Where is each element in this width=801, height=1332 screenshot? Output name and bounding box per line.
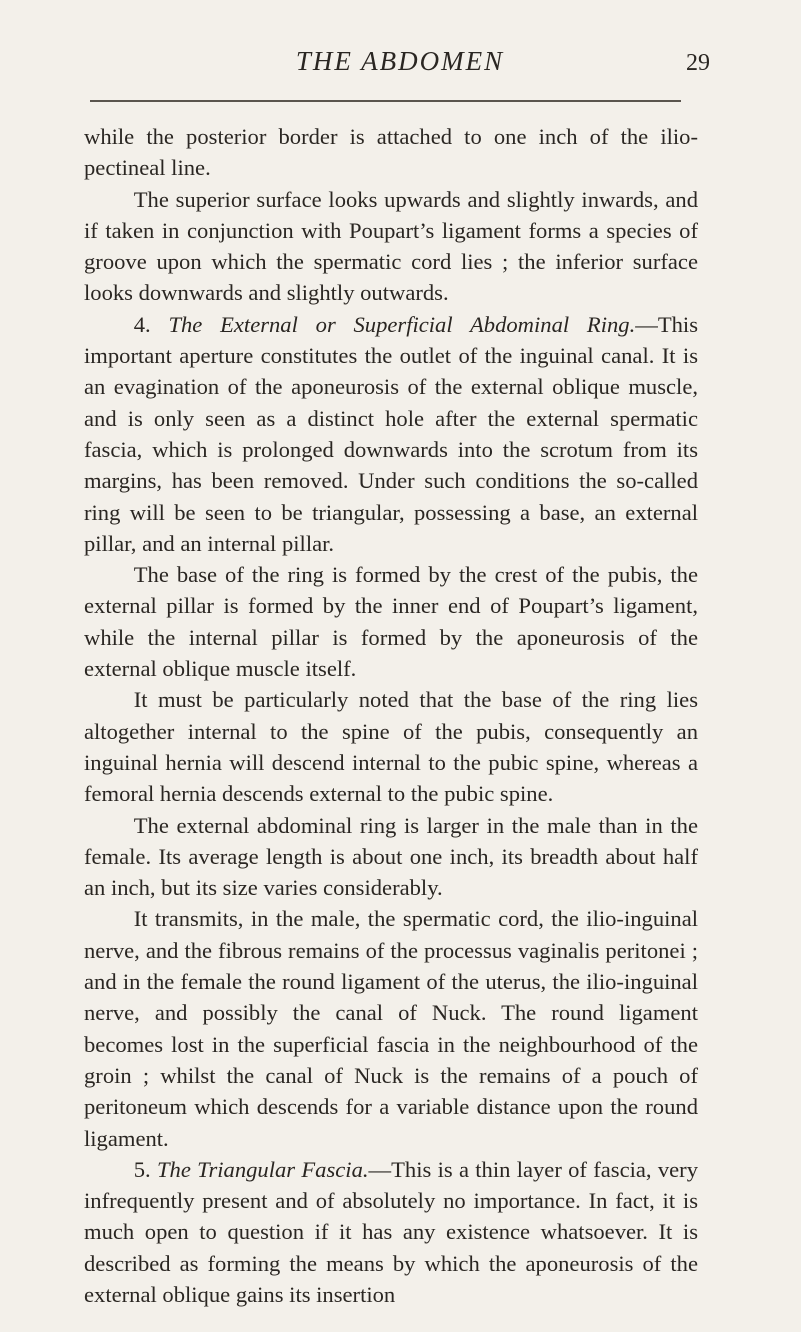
paragraph-text: It must be particularly noted that the base of the ring lies altogether internal to the spine of the pubis, consequently an inguinal hernia will descend internal to the pubic spine, whereas a femoral hernia descends external to the pubic spine. — [84, 687, 698, 807]
section-number: 5. — [133, 1156, 151, 1182]
paragraph-text: The external abdominal ring is larger in the male than in the female. Its average length is about one inch, its breadth about half an inch, but its size varies considerably. — [84, 812, 698, 901]
running-head — [90, 46, 710, 90]
paragraph-text: —This important aperture constitutes the outlet of the inguinal canal. It is an evagination of the aponeurosis of the external oblique muscle, and is only seen as a distinct hole after the external spermatic fascia, which is prolonged downwards into the scrotum from its margins, has been removed. Under such conditions the so-called ring will be seen to be triangular, possessing a base, an external pillar, and an internal pillar. — [84, 311, 698, 556]
paragraph-text: The superior surface looks upwards and slightly inwards, and if taken in conjunction with Poupart’s ligament forms a species of groove upon which the spermatic cord lies ; the inferior surface looks downwards and slightly outwards. — [84, 186, 698, 306]
paragraph-text: while the posterior border is attached to one inch of the ilio-pectineal line. — [84, 124, 698, 181]
section-title: The Triangular Fascia. — [156, 1156, 369, 1182]
paragraph-text: The base of the ring is formed by the crest of the pubis, the external pillar is formed by the inner end of Poupart’s ligament, while the internal pillar is formed by the aponeurosis of the external oblique muscle itself. — [84, 562, 698, 682]
page-number: 29 — [686, 50, 710, 76]
header-rule — [90, 100, 681, 102]
paragraph-text: —This is a thin layer of fascia, very infrequently present and of absolutely no importance. In fact, it is much open to question if it has any existence whatsoever. It is described as forming the means by which the aponeurosis of the external oblique gains its insertion — [84, 1156, 698, 1307]
running-head-title: THE ABDOMEN — [295, 46, 505, 76]
paragraph — [84, 184, 698, 309]
paragraph — [84, 903, 698, 1153]
body-text — [84, 121, 698, 1310]
paragraph — [84, 559, 698, 684]
paragraph — [84, 684, 698, 809]
section-title: The External or Superficial Abdominal Ring. — [168, 311, 636, 337]
section-number: 4. — [133, 311, 151, 337]
section-paragraph — [84, 309, 698, 559]
paragraph-text: It transmits, in the male, the spermatic cord, the ilio-inguinal nerve, and the fibrous remains of the processus vaginalis peritonei ; and in the female the round ligament of the uterus, the ilio-inguinal nerve, and possibly the canal of Nuck. The round ligament becomes lost in the superficial fascia in the neighbourhood of the groin ; whilst the canal of Nuck is the remains of a pouch of peritoneum which descends for a variable distance upon the round ligament. — [84, 906, 698, 1151]
paragraph — [84, 121, 698, 184]
section-paragraph — [84, 1154, 698, 1310]
paragraph — [84, 810, 698, 904]
